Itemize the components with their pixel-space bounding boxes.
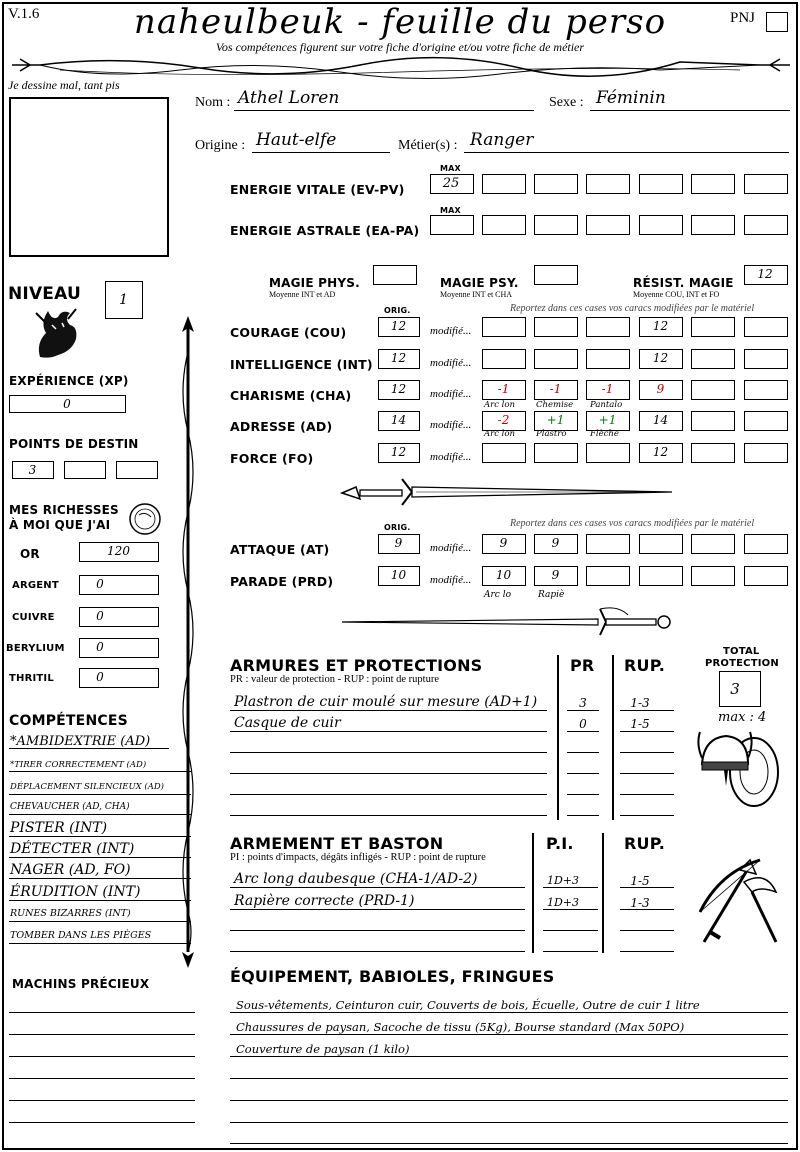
ev-box[interactable]: [639, 174, 683, 194]
stat-cell-value: +1: [598, 413, 617, 427]
sexe-field[interactable]: Féminin: [596, 88, 666, 108]
destin-box[interactable]: [64, 461, 106, 479]
competence-item[interactable]: CHEVAUCHER (AD, CHA): [10, 802, 130, 812]
wealth-label-cuivre: CUIVRE: [12, 612, 55, 623]
modifier-source: Arc lo: [484, 590, 511, 600]
ev-max-label: MAX: [440, 164, 461, 173]
destin-label: POINTS DE DESTIN: [9, 437, 139, 451]
stat-orig-value: 14: [390, 413, 407, 427]
total-label-1: TOTAL: [723, 646, 760, 657]
stat-orig-box[interactable]: [378, 411, 420, 431]
competence-item[interactable]: RUNES BIZARRES (INT): [10, 908, 131, 919]
wealth-argent-value: 0: [96, 577, 104, 591]
ev-box[interactable]: [691, 174, 735, 194]
wealth-cuivre-value: 0: [96, 609, 104, 623]
combat-cell[interactable]: [534, 566, 578, 586]
combat-cell[interactable]: [534, 534, 578, 554]
stat-cell[interactable]: [639, 349, 683, 369]
wealth-label-argent: ARGENT: [12, 580, 59, 591]
stat-cell[interactable]: [744, 411, 788, 431]
ev-max-box[interactable]: [430, 174, 474, 194]
combat-note: Reportez dans ces cases vos caracs modifiées par le matériel: [510, 518, 755, 529]
magie-phys-sub: Moyenne INT et AD: [269, 290, 336, 299]
nom-field[interactable]: Athel Loren: [238, 88, 340, 108]
stat-cell[interactable]: [586, 443, 630, 463]
origine-field[interactable]: Haut-elfe: [256, 130, 337, 150]
pnj-checkbox[interactable]: [766, 12, 788, 32]
stat-orig-value: 12: [390, 351, 407, 365]
metier-field[interactable]: Ranger: [470, 130, 534, 150]
stat-cell[interactable]: [691, 317, 735, 337]
armures-title: ARMURES ET PROTECTIONS: [230, 656, 483, 675]
stat-cell[interactable]: [534, 411, 578, 431]
niveau-box[interactable]: [105, 281, 143, 319]
portrait-caption: Je dessine mal, tant pis: [8, 78, 120, 92]
ea-box[interactable]: [691, 215, 735, 235]
modifier-source: Arc lon: [484, 429, 515, 439]
stat-orig-box[interactable]: [378, 317, 420, 337]
stat-cell-value: 12: [652, 319, 669, 333]
competence-item[interactable]: *TIRER CORRECTEMENT (AD): [10, 760, 147, 770]
stat-label-ad: ADRESSE (AD): [230, 419, 333, 434]
metier-label: Métier(s) :: [398, 138, 458, 153]
equipement-line[interactable]: Chaussures de paysan, Sacoche de tissu (5Kg), Bourse standard (Max 50PO): [236, 1020, 685, 1034]
stat-cell-value: -1: [497, 382, 510, 396]
modifier-source: Pantalo: [590, 400, 623, 410]
col-rup-weapon: RUP.: [624, 834, 665, 853]
modifier-source: Rapiè: [538, 590, 565, 600]
wealth-berylium-value: 0: [96, 640, 104, 654]
stat-cell[interactable]: [586, 380, 630, 400]
total-protection-value: 3: [730, 680, 740, 698]
combat-cell-value: 10: [495, 568, 512, 582]
stat-orig-box[interactable]: [378, 443, 420, 463]
version-label: V.1.6: [8, 6, 40, 22]
dragon-icon: [32, 305, 82, 363]
stat-cell-value: +1: [546, 413, 565, 427]
equipement-line[interactable]: Couverture de paysan (1 kilo): [236, 1042, 410, 1056]
armure-pr[interactable]: 0: [579, 717, 587, 731]
stat-orig-value: 12: [390, 445, 407, 459]
pnj-label: PNJ: [730, 10, 756, 26]
stat-cell-value: 12: [652, 351, 669, 365]
wealth-label-or: OR: [20, 547, 40, 561]
ea-box[interactable]: [744, 215, 788, 235]
stat-cell-value: -1: [549, 382, 562, 396]
modifie-label: modifié...: [430, 574, 472, 586]
stat-cell[interactable]: [534, 349, 578, 369]
stat-cell[interactable]: [482, 443, 526, 463]
combat-orig-value: 9: [394, 536, 403, 550]
combat-cell[interactable]: [482, 566, 526, 586]
wealth-or-box[interactable]: [79, 542, 159, 562]
modifier-source: Plastro: [536, 429, 567, 439]
modifier-source: Arc lon: [484, 400, 515, 410]
machins-label: MACHINS PRÉCIEUX: [12, 977, 150, 991]
competence-item[interactable]: DÉPLACEMENT SILENCIEUX (AD): [10, 782, 164, 792]
ea-max-box[interactable]: [430, 215, 474, 235]
weapon-pi[interactable]: 1D+3: [546, 874, 580, 887]
portrait-drawing-box[interactable]: [9, 97, 169, 257]
resist-magie-box[interactable]: [744, 265, 788, 285]
total-label-2: PROTECTION: [705, 658, 779, 669]
combat-label-prd: PARADE (PRD): [230, 574, 334, 589]
stat-cell[interactable]: [586, 349, 630, 369]
armures-sub: PR : valeur de protection - RUP : point de rupture: [230, 674, 439, 685]
stat-cell[interactable]: [744, 443, 788, 463]
stat-cell[interactable]: [691, 411, 735, 431]
competence-item[interactable]: ÉRUDITION (INT): [10, 884, 141, 900]
modifie-label: modifié...: [430, 419, 472, 431]
combat-cell[interactable]: [639, 534, 683, 554]
niveau-value: 1: [119, 292, 128, 308]
armure-pr[interactable]: 3: [579, 696, 587, 710]
ev-box[interactable]: [534, 174, 578, 194]
armure-rup[interactable]: 1-5: [630, 717, 650, 731]
rapier-illustration: [338, 605, 688, 639]
combat-cell-value: 9: [551, 536, 560, 550]
weapon-pi[interactable]: 1D+3: [546, 896, 580, 909]
wealth-argent-box[interactable]: [79, 575, 159, 595]
modifie-label: modifié...: [430, 451, 472, 463]
competences-label: COMPÉTENCES: [9, 713, 128, 729]
combat-cell[interactable]: [586, 566, 630, 586]
stat-cell[interactable]: [639, 411, 683, 431]
experience-label: EXPÉRIENCE (XP): [9, 374, 129, 388]
combat-label-at: ATTAQUE (AT): [230, 542, 330, 557]
stat-label-fo: FORCE (FO): [230, 451, 314, 466]
stat-cell-value: 9: [656, 382, 665, 396]
modifie-label: modifié...: [430, 357, 472, 369]
weapon-rup[interactable]: 1-5: [630, 874, 650, 888]
combat-cell[interactable]: [691, 534, 735, 554]
ev-box[interactable]: [744, 174, 788, 194]
stat-orig-box[interactable]: [378, 349, 420, 369]
modifie-label: modifié...: [430, 388, 472, 400]
col-pr: PR: [570, 656, 595, 675]
ea-box[interactable]: [482, 215, 526, 235]
combat-orig-box[interactable]: [378, 534, 420, 554]
niveau-label: NIVEAU: [8, 284, 81, 304]
competence-item[interactable]: TOMBER DANS LES PIÈGES: [10, 930, 152, 941]
modifie-label: modifié...: [430, 542, 472, 554]
stat-cell[interactable]: [586, 317, 630, 337]
resist-magie-sub: Moyenne COU, INT et FO: [633, 290, 720, 299]
experience-box[interactable]: [9, 395, 126, 413]
competence-item[interactable]: *AMBIDEXTRIE (AD): [10, 734, 151, 749]
modifier-source: Flèche: [590, 429, 619, 439]
ev-label: ENERGIE VITALE (EV-PV): [230, 182, 405, 197]
modifie-label: modifié...: [430, 325, 472, 337]
armement-title: ARMEMENT ET BASTON: [230, 834, 444, 853]
stat-cell[interactable]: [744, 380, 788, 400]
richesses-label-2: À MOI QUE J'AI: [9, 518, 111, 532]
modifier-source: Chemise: [536, 400, 574, 410]
ea-box[interactable]: [534, 215, 578, 235]
stat-cell[interactable]: [586, 411, 630, 431]
equipement-title: ÉQUIPEMENT, BABIOLES, FRINGUES: [230, 967, 555, 986]
armure-rup[interactable]: 1-3: [630, 696, 650, 710]
wealth-or-value: 120: [107, 544, 130, 558]
competence-item[interactable]: DÉTECTER (INT): [10, 841, 135, 857]
richesses-label-1: MES RICHESSES: [9, 503, 119, 517]
stat-label-cha: CHARISME (CHA): [230, 388, 352, 403]
combat-cell[interactable]: [691, 566, 735, 586]
stat-cell[interactable]: [691, 349, 735, 369]
stat-cell[interactable]: [691, 443, 735, 463]
destin-box[interactable]: [12, 461, 54, 479]
coin-icon: [127, 501, 163, 537]
combat-cell[interactable]: [482, 534, 526, 554]
combat-cell[interactable]: [744, 566, 788, 586]
ea-max-label: MAX: [440, 206, 461, 215]
staff-decoration: [176, 312, 200, 972]
magie-psy-box[interactable]: [534, 265, 578, 285]
weapon-rup[interactable]: 1-3: [630, 896, 650, 910]
total-protection-box[interactable]: [719, 671, 761, 707]
stat-cell[interactable]: [744, 317, 788, 337]
combat-cell[interactable]: [744, 534, 788, 554]
sexe-label: Sexe :: [549, 95, 584, 110]
stat-orig-box[interactable]: [378, 380, 420, 400]
ev-box[interactable]: [586, 174, 630, 194]
stat-cell[interactable]: [534, 317, 578, 337]
armure-name[interactable]: Casque de cuir: [234, 715, 341, 731]
stat-cell[interactable]: [482, 380, 526, 400]
equipement-line[interactable]: Sous-vêtements, Ceinturon cuir, Couverts de bois, Écuelle, Outre de cuir 1 litre: [236, 998, 700, 1012]
combat-orig-label: ORIG.: [384, 523, 411, 532]
destin-box[interactable]: [116, 461, 158, 479]
combat-orig-box[interactable]: [378, 566, 420, 586]
page-subtitle: Vos compétences figurent sur votre fiche d'origine et/ou votre fiche de métier: [215, 40, 585, 54]
stat-cell-value: 12: [652, 445, 669, 459]
wealth-label-berylium: BERYLIUM: [6, 643, 65, 654]
sword-illustration: [332, 475, 682, 509]
combat-cell-value: 9: [499, 536, 508, 550]
ea-box[interactable]: [639, 215, 683, 235]
competence-item[interactable]: NAGER (AD, FO): [10, 862, 131, 878]
weapon-name[interactable]: Rapière correcte (PRD-1): [234, 893, 415, 909]
armement-sub: PI : points d'impacts, dégâts infligés - RUP : point de rupture: [230, 852, 486, 863]
stat-label-int: INTELLIGENCE (INT): [230, 357, 373, 372]
stat-cell[interactable]: [639, 443, 683, 463]
wealth-label-thritil: THRITIL: [9, 673, 54, 684]
weapon-name[interactable]: Arc long daubesque (CHA-1/AD-2): [234, 871, 478, 887]
decorative-vine-border: [0, 50, 800, 84]
stat-cell-value: -1: [601, 382, 614, 396]
stat-cell[interactable]: [482, 411, 526, 431]
combat-orig-value: 10: [390, 568, 407, 582]
wealth-berylium-box[interactable]: [79, 638, 159, 658]
combat-cell[interactable]: [586, 534, 630, 554]
stats-note: Reportez dans ces cases vos caracs modifiées par le matériel: [510, 303, 755, 314]
crossed-weapons-icon: [690, 852, 790, 952]
page-title: naheulbeuk - feuille du perso: [133, 2, 667, 42]
stat-cell[interactable]: [534, 443, 578, 463]
stat-cell[interactable]: [482, 349, 526, 369]
competence-item[interactable]: PISTER (INT): [10, 820, 108, 836]
wealth-thritil-value: 0: [96, 670, 104, 684]
stat-cell[interactable]: [482, 317, 526, 337]
combat-cell-value: 9: [551, 568, 560, 582]
stat-orig-value: 12: [390, 382, 407, 396]
magie-phys-box[interactable]: [373, 265, 417, 285]
ea-label: ENERGIE ASTRALE (EA-PA): [230, 223, 420, 238]
wealth-cuivre-box[interactable]: [79, 607, 159, 627]
stat-cell[interactable]: [691, 380, 735, 400]
col-rup: RUP.: [624, 656, 665, 675]
origine-label: Origine :: [195, 138, 246, 153]
magie-psy-sub: Moyenne INT et CHA: [440, 290, 513, 299]
ev-box[interactable]: [482, 174, 526, 194]
nom-label: Nom :: [195, 95, 231, 110]
helmet-shield-icon: [694, 724, 784, 814]
ev-max-value: 25: [442, 176, 460, 191]
stat-cell[interactable]: [639, 380, 683, 400]
ea-box[interactable]: [586, 215, 630, 235]
wealth-thritil-box[interactable]: [79, 668, 159, 688]
stats-orig-label: ORIG.: [384, 306, 411, 315]
stat-cell[interactable]: [534, 380, 578, 400]
stat-cell[interactable]: [639, 317, 683, 337]
armure-name[interactable]: Plastron de cuir moulé sur mesure (AD+1): [234, 694, 538, 710]
experience-value: 0: [63, 397, 71, 411]
magie-phys-label: MAGIE PHYS.: [269, 276, 360, 290]
col-pi: P.I.: [546, 834, 574, 853]
stat-cell-value: -2: [497, 413, 510, 427]
max-protection: max : 4: [718, 710, 767, 725]
stat-cell-value: 14: [652, 413, 669, 427]
magie-psy-label: MAGIE PSY.: [440, 276, 519, 290]
stat-cell[interactable]: [744, 349, 788, 369]
stat-label-cou: COURAGE (COU): [230, 325, 347, 340]
combat-cell[interactable]: [639, 566, 683, 586]
stat-orig-value: 12: [390, 319, 407, 333]
destin-value: 3: [28, 463, 37, 477]
resist-magie-label: RÉSIST. MAGIE: [633, 276, 734, 290]
resist-magie-value: 12: [757, 267, 773, 281]
